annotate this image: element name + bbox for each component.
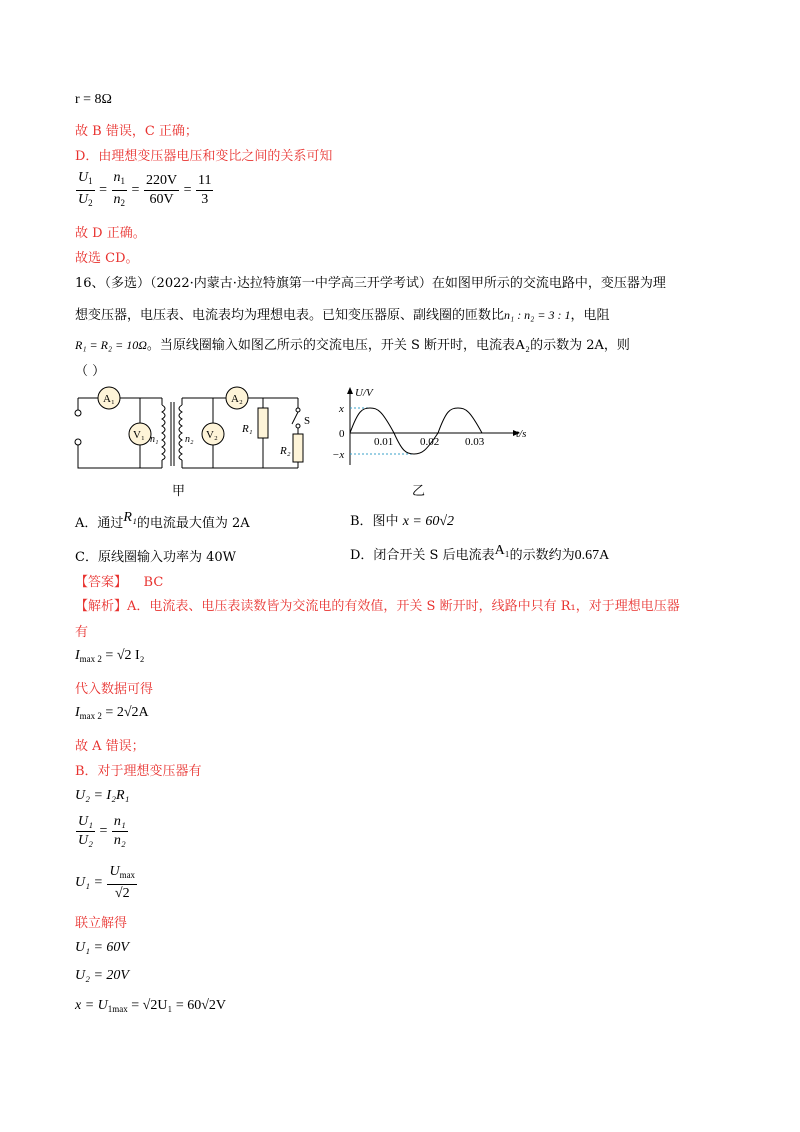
label-r1: R₁ xyxy=(242,423,253,435)
equation-u-ratio: $\frac{\text{U₁}}{\text{U₂}}$ = $\frac{\text{n₁}}{\text{n₂}}$ xyxy=(78,814,126,848)
question-paren: （ ） xyxy=(75,364,106,379)
equation-u2-value: U₂ = 20V xyxy=(75,968,129,983)
tick-0.01: 0.01 xyxy=(374,436,394,448)
tick-0.02: 0.02 xyxy=(420,436,440,448)
x-axis-label: t/s xyxy=(516,428,527,440)
equation-imax-2: $I_{max 2} = 2√2A$ xyxy=(75,705,149,721)
label-origin: 0 xyxy=(339,428,345,440)
equation-u1-max: U₁ = $\frac{U_{max}}{√2}$ xyxy=(75,864,136,901)
text-b-c-conclusion: 故 B 错误，C 正确； xyxy=(75,124,198,139)
equation-r: r = 8Ω xyxy=(75,92,112,107)
label-a2: A₂ xyxy=(231,393,243,405)
label-n1: n₁ xyxy=(150,434,159,445)
label-x-pos: x xyxy=(339,403,344,415)
terminal-bottom xyxy=(75,439,81,445)
text-select-cd: 故选 CD。 xyxy=(75,251,139,266)
text-d-relation: D．由理想变压器电压和变比之间的关系可知 xyxy=(75,149,333,164)
label-r2: R₂ xyxy=(280,445,291,457)
label-s: S xyxy=(304,415,311,427)
text-substitute: 代入数据可得 xyxy=(75,682,154,697)
tick-0.03: 0.03 xyxy=(465,436,485,448)
option-a: A．通过R₁的电流最大值为 2A xyxy=(75,510,250,531)
label-v1: V₁ xyxy=(133,429,145,441)
label-a1: A₁ xyxy=(103,393,115,405)
switch-s xyxy=(292,412,298,424)
resistor-r2 xyxy=(293,434,303,462)
circuit-diagram xyxy=(70,380,335,495)
equation-ratio: $\frac{U_1}{U_2}$ = $\frac{n_1}{n_2}$ = $\frac{220V}{60V}$ = $\frac{11}{3}$ xyxy=(78,170,212,208)
resistor-r1 xyxy=(258,408,268,438)
text-solve: 联立解得 xyxy=(75,916,128,931)
label-x-neg: −x xyxy=(332,449,345,461)
question-line-1: 16、（多选）（2022·内蒙古·达拉特旗第一中学高三开学考试）在如图甲所示的交流电路中，变压器为理 xyxy=(75,276,666,291)
option-b: B．图中 x = 60√2 xyxy=(350,514,455,529)
label-v2: V₂ xyxy=(206,429,218,441)
answer-line: 【答案】 BC xyxy=(75,575,164,590)
label-n2: n₂ xyxy=(185,434,194,445)
analysis-a-cont: 有 xyxy=(75,625,89,640)
option-d: D．闭合开关 S 后电流表A₁的示数约为0.67A xyxy=(350,543,610,563)
equation-x-value: $x = U_{1max} = √2U_1 = 60√2V$ xyxy=(75,998,227,1014)
text-d-correct: 故 D 正确。 xyxy=(75,226,146,241)
primary-coil xyxy=(162,405,165,460)
option-c: C．原线圈输入功率为 40W xyxy=(75,550,236,565)
equation-imax-1: $I_{max 2} = √2$ I₂ xyxy=(75,648,145,664)
equation-u2: U₂ = I₂R₁ xyxy=(75,788,130,803)
text-b-analysis: B．对于理想变压器有 xyxy=(75,764,202,779)
caption-yi: 乙 xyxy=(412,484,426,499)
question-line-2: 想变压器，电压表、电流表均为理想电表。已知变压器原、副线圈的匝数比n₁ : n₂ = 3 : 1，电阻 xyxy=(75,308,610,323)
equation-u1-value: U₁ = 60V xyxy=(75,940,129,955)
sine-curve xyxy=(350,408,482,454)
analysis-a: 【解析】A．电流表、电压表读数皆为交流电的有效值，开关 S 断开时，线路中只有 R₁，对于理想电压器 xyxy=(75,599,680,614)
text-a-wrong: 故 A 错误； xyxy=(75,739,145,754)
secondary-coil xyxy=(179,405,182,460)
question-line-3: R₁ = R₂ = 10Ω。当原线圈输入如图乙所示的交流电压，开关 S 断开时，电流表A₂的示数为 2A，则 xyxy=(75,338,630,353)
voltage-graph xyxy=(330,383,540,468)
y-axis-label: U/V xyxy=(355,387,373,399)
terminal-top xyxy=(75,410,81,416)
caption-jia: 甲 xyxy=(172,484,186,499)
